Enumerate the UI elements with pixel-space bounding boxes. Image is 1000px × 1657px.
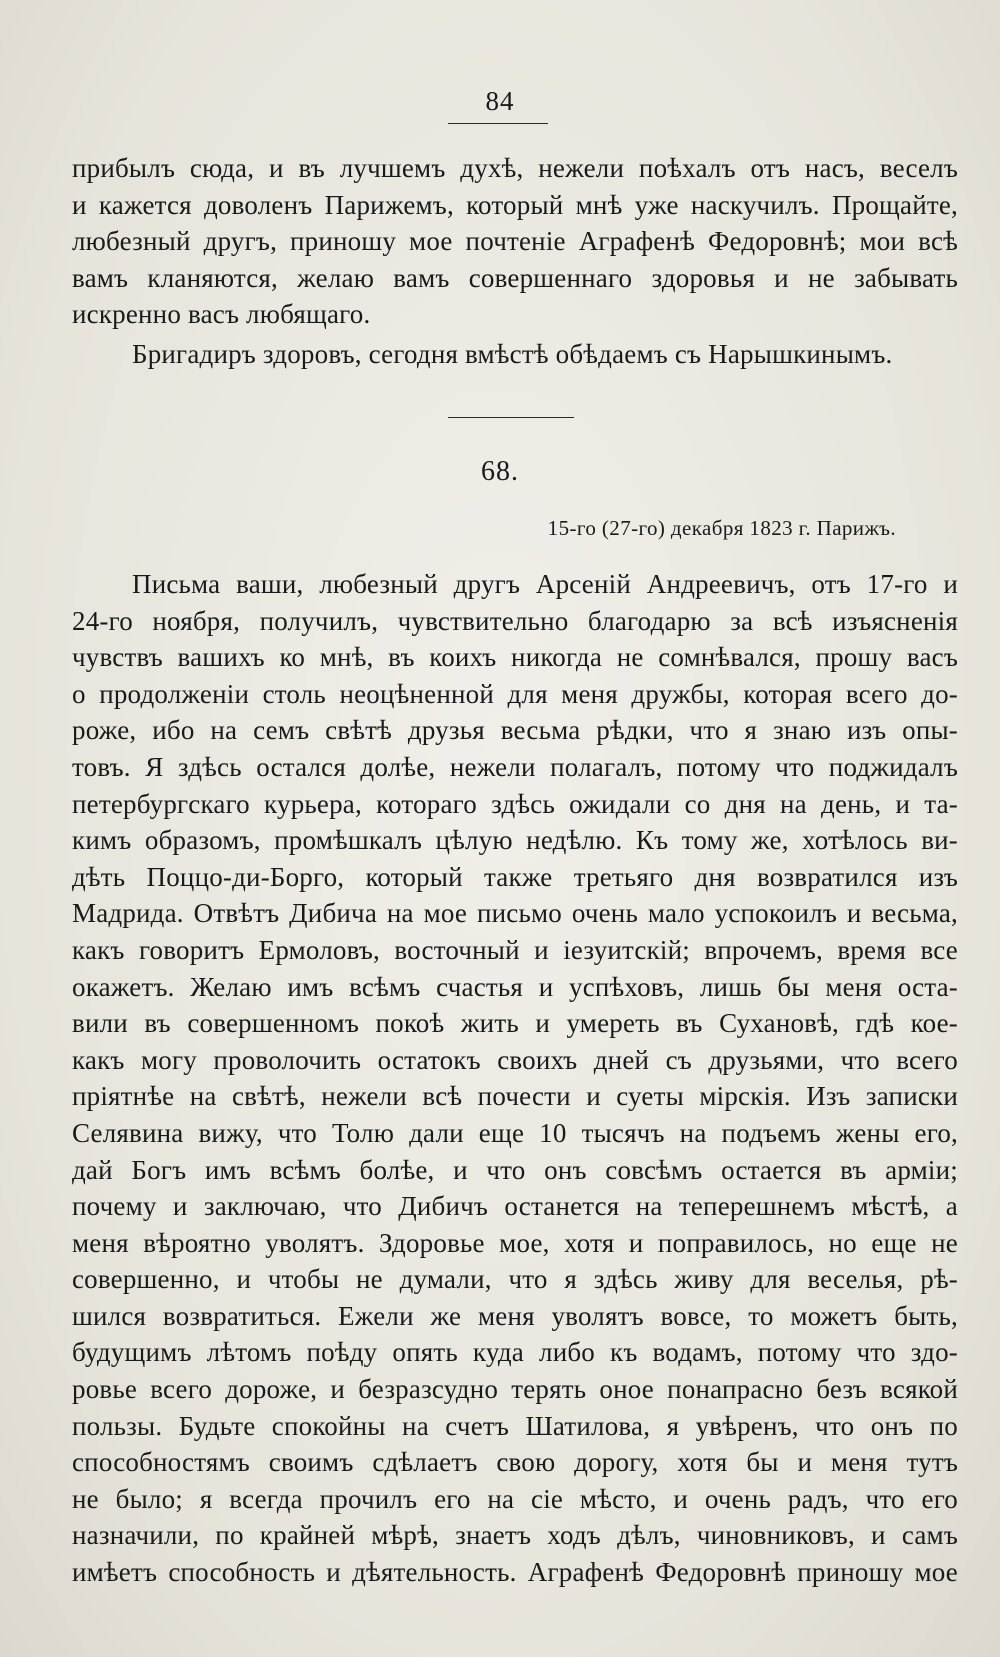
text-line: товъ. Я здѣсь остался долѣе, нежели полагалъ, потому что поджидалъ [72,751,958,782]
text-line: будущимъ лѣтомъ поѣду опять куда либо къ водамъ, потому что здо- [72,1337,958,1368]
text-line: вили въ совершенномъ покоѣ жить и умереть въ Сухановѣ, гдѣ кое- [72,1008,958,1039]
text-line: Селявина вижу, что Толю дали еще 10 тысячъ на подъемъ жены его, [72,1117,958,1148]
text-line: окажетъ. Желаю имъ всѣмъ счастья и успѣховъ, лишь бы меня оста- [72,971,958,1002]
letter-dateline: 15-го (27-го) декабря 1823 г. Парижъ. [547,516,896,540]
page-number-rule [448,123,548,124]
text-line: дай Богъ имъ всѣмъ болѣе, и что онъ совсѣмъ остается въ арміи; [72,1154,958,1185]
text-line: кимъ образомъ, промѣшкалъ цѣлую недѣлю. Къ тому же, хотѣлось ви- [72,825,958,856]
text-line: не было; я всегда прочилъ его на сіе мѣсто, и очень радъ, что его [72,1483,958,1514]
text-line: прибылъ сюда, и въ лучшемъ духѣ, нежели поѣхалъ отъ насъ, веселъ [72,153,958,183]
text-line: Мадрида. Отвѣтъ Дибича на мое письмо очень мало успокоилъ и весьма, [72,898,958,929]
text-line: пріятнѣе на свѣтѣ, нежели всѣ почести и суеты мірскія. Изъ записки [72,1081,958,1112]
text-line: о продолженіи столь неоцѣненной для меня дружбы, которая всего до- [72,678,958,709]
text-line: и кажется доволенъ Парижемъ, который мнѣ уже наскучилъ. Прощайте, [72,189,958,220]
text-line: петербургскаго курьера, котораго здѣсь ожидали со дня на день, и та- [72,788,958,819]
paragraph-continuation [72,150,958,333]
text-line: вамъ кланяются, желаю вамъ совершеннаго здоровья и не забывать [72,262,958,293]
text-line: Бригадиръ здоровъ, сегодня вмѣстѣ обѣдаемъ съ Нарышкинымъ. [132,339,893,369]
text-line: дѣть Поццо-ди-Борго, который также третьяго дня возвратился изъ [72,861,958,892]
text-line: шился возвратиться. Ежели же меня уволятъ вовсе, то можетъ быть, [72,1300,958,1331]
text-line: ровье всего дороже, и безразсудно терять оное понапрасно безъ всякой [72,1374,958,1405]
text-line: искренно васъ любящаго. [72,299,371,330]
letter-number: 68. [481,456,519,487]
text-line: какъ говоритъ Ермоловъ, восточный и іезуитскій; впрочемъ, время все [72,934,958,965]
page-number: 84 [485,86,515,116]
postscript-paragraph [72,336,958,373]
text-line: любезный другъ, приношу мое почтеніе Аграфенѣ Федоровнѣ; мои всѣ [72,226,958,257]
text-line: пользы. Будьте спокойны на счетъ Шатилова, я увѣренъ, что онъ по [72,1410,958,1441]
text-line: почему и заключаю, что Дибичъ останется на теперешнемъ мѣстѣ, а [72,1191,958,1222]
text-line: Письма ваши, любезный другъ Арсеній Андреевичъ, отъ 17-го и [132,569,958,599]
text-line: совершенно, и чтобы не думали, что я здѣсь живу для веселья, рѣ- [72,1264,958,1295]
text-line: назначили, по крайней мѣрѣ, знаетъ ходъ дѣлъ, чиновниковъ, и самъ [72,1520,958,1551]
text-line: способностямъ своимъ сдѣлаетъ свою дорогу, хотя бы и меня тутъ [72,1447,958,1478]
text-line: имѣетъ способность и дѣятельность. Аграфенѣ Федоровнѣ приношу мое [72,1557,958,1588]
text-line: 24-го ноября, получилъ, чувствительно благодарю за всѣ изъясненія [72,605,958,636]
text-line: роже, ибо на семъ свѣтѣ друзья весьма рѣдки, что я знаю изъ опы- [72,715,958,746]
letter-body [72,566,958,1591]
text-line: чувствъ вашихъ ко мнѣ, въ коихъ никогда не сомнѣвался, прошу васъ [72,642,958,673]
section-divider [448,417,574,418]
text-line: какъ могу проволочить остатокъ своихъ дней съ друзьями, что всего [72,1044,958,1075]
text-line: меня вѣроятно уволятъ. Здоровье мое, хотя и поправилось, но еще не [72,1227,958,1258]
